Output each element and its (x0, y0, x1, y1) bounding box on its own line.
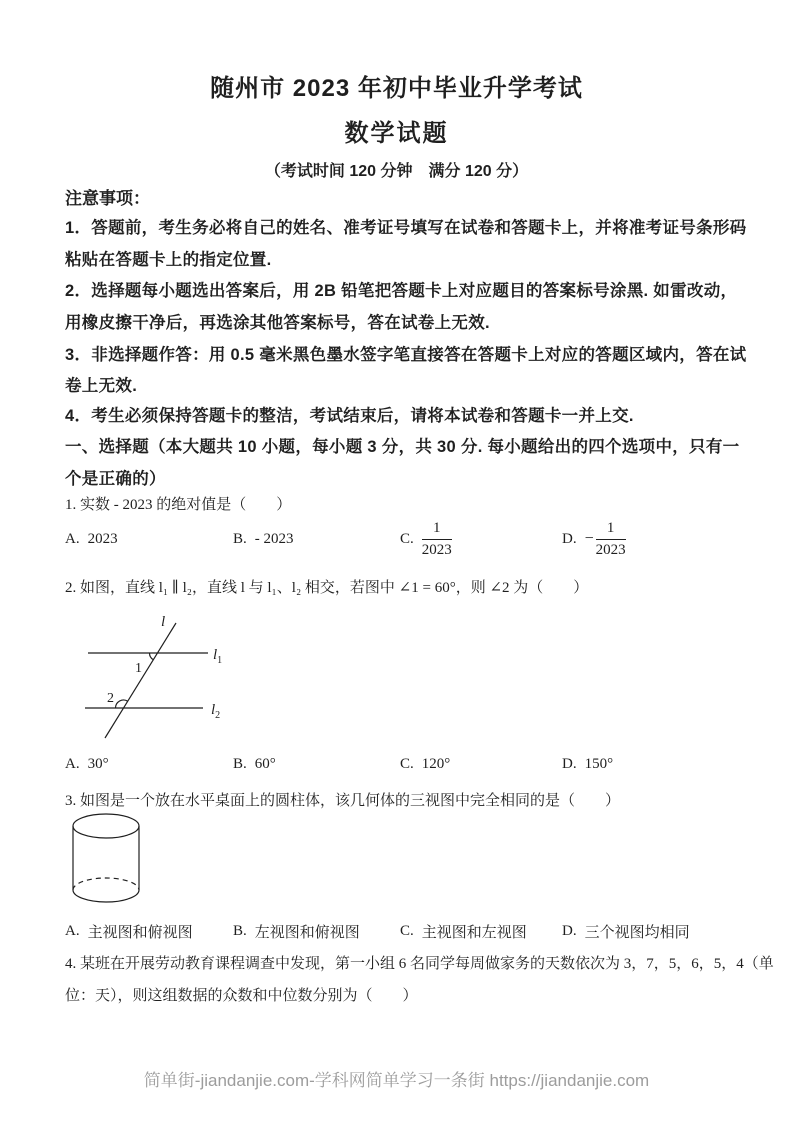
q1-option-d-label: D. (562, 530, 577, 547)
footer-watermark: 简单街-jiandanjie.com-学科网简单学习一条街 https://jiandanjie.com (143, 1071, 650, 1090)
question-1-text: 1. 实数 - 2023 的绝对值是（ ） (65, 497, 292, 513)
exam-meta-info: （考试时间 120 分钟 满分 120 分） (264, 163, 529, 180)
q2-option-b-label: B. (233, 755, 247, 772)
q3-option-b (233, 920, 360, 942)
q1-option-b-value: - 2023 (254, 530, 294, 547)
q1-option-c (400, 514, 452, 564)
section-heading-line-2: 个是正确的） (65, 470, 166, 488)
q2-option-b-value: 60° (254, 755, 276, 772)
q3-option-b-label: B. (233, 922, 247, 939)
q2-option-d (562, 753, 613, 775)
q3-option-c (400, 920, 527, 942)
q3-cylinder-figure (68, 811, 150, 911)
q2-option-a-value: 30° (87, 755, 109, 772)
q1-option-a-value: 2023 (87, 530, 118, 547)
q3-option-b-value: 左视图和俯视图 (254, 924, 360, 941)
q3-option-d (562, 920, 690, 942)
question-2-text: 2. 如图，直线 l₁ ∥ l₂，直线 l 与 l₁、l₂ 相交，若图中 ∠1 = 60°，则 ∠2 为（ ） (65, 580, 589, 596)
q2-option-b (233, 753, 276, 775)
fraction-numerator: 1 (422, 518, 452, 540)
q2-option-d-label: D. (562, 755, 577, 772)
fraction-denominator: 2023 (595, 541, 626, 558)
cylinder-bottom-back-dashed-arc (73, 878, 139, 890)
question-2-options (65, 753, 745, 775)
notice-line-3: 2．选择题每小题选出答案后，用 2B 铅笔把答题卡上对应题目的答案标号涂黑. 如雷改动， (65, 282, 738, 300)
notice-line-6: 卷上无效. (65, 377, 138, 395)
question-1-options (65, 514, 745, 564)
q3-option-a-value: 主视图和俯视图 (87, 924, 193, 941)
q1-option-c-fraction (422, 518, 452, 561)
label-l: l (161, 614, 166, 630)
q2-option-a (65, 753, 109, 775)
question-3-text: 3. 如图是一个放在水平桌面上的圆柱体，该几何体的三视图中完全相同的是（ ） (65, 793, 621, 809)
label-l1: $l_1$ (213, 647, 223, 666)
notice-line-2: 粘贴在答题卡上的指定位置. (65, 251, 272, 269)
q2-parallel-lines-figure (85, 614, 263, 746)
minus-sign: − (584, 530, 594, 547)
q2-figure-svg (85, 614, 263, 746)
q3-option-d-label: D. (562, 922, 577, 939)
q3-option-a-label: A. (65, 922, 80, 939)
section-heading-line-1: 一、选择题（本大题共 10 小题，每小题 3 分，共 30 分. 每小题给出的四个选项中，只有一 (65, 438, 740, 456)
fraction-numerator: 1 (596, 518, 626, 540)
q1-option-a (65, 514, 118, 564)
cylinder-top-ellipse (73, 814, 139, 838)
q2-option-c (400, 753, 450, 775)
q1-option-d-fraction (596, 518, 626, 561)
q2-option-c-label: C. (400, 755, 414, 772)
question-4-text-line-1: 4. 某班在开展劳动教育课程调查中发现，第一小组 6 名同学每周做家务的天数依次为 3，7，5，6，5，4（单 (65, 956, 774, 972)
q3-option-d-value: 三个视图均相同 (584, 924, 690, 941)
notice-line-1: 1．答题前，考生务必将自己的姓名、准考证号填写在试卷和答题卡上，并将准考证号条形码 (65, 219, 747, 237)
notice-line-4: 用橡皮擦干净后，再选涂其他答案标号，答在试卷上无效. (65, 314, 490, 332)
q3-option-c-label: C. (400, 922, 414, 939)
q2-option-d-value: 150° (584, 755, 614, 772)
notice-heading: 注意事项： (65, 189, 150, 208)
exam-subtitle: 数学试题 (344, 120, 449, 147)
q1-option-d (562, 514, 626, 564)
notice-line-7: 4．考生必须保持答题卡的整洁，考试结束后，请将本试卷和答题卡一并上交. (65, 407, 634, 425)
question-4-text-line-2: 位：天），则这组数据的众数和中位数分别为（ ） (65, 988, 418, 1004)
question-3-options (65, 920, 745, 942)
q1-option-c-label: C. (400, 530, 414, 547)
q1-option-b-label: B. (233, 530, 247, 547)
label-l2: $l_2$ (211, 702, 221, 721)
q3-option-a (65, 920, 193, 942)
q2-option-c-value: 120° (421, 755, 451, 772)
q1-option-a-label: A. (65, 530, 80, 547)
cylinder-bottom-front-arc (73, 890, 139, 902)
line-transversal-l (105, 623, 176, 738)
notice-line-5: 3．非选择题作答：用 0.5 毫米黑色墨水签字笔直接答在答题卡上对应的答题区域内，答在试 (65, 346, 747, 364)
angle-1-arc (150, 653, 154, 660)
q2-option-a-label: A. (65, 755, 80, 772)
fraction-denominator: 2023 (421, 541, 452, 558)
exam-title: 随州市 2023 年初中毕业升学考试 (210, 75, 583, 102)
angle-2-label: 2 (107, 691, 114, 706)
q3-figure-svg (68, 811, 150, 911)
q1-option-b (233, 514, 294, 564)
q3-option-c-value: 主视图和左视图 (421, 924, 527, 941)
angle-1-label: 1 (135, 661, 142, 676)
